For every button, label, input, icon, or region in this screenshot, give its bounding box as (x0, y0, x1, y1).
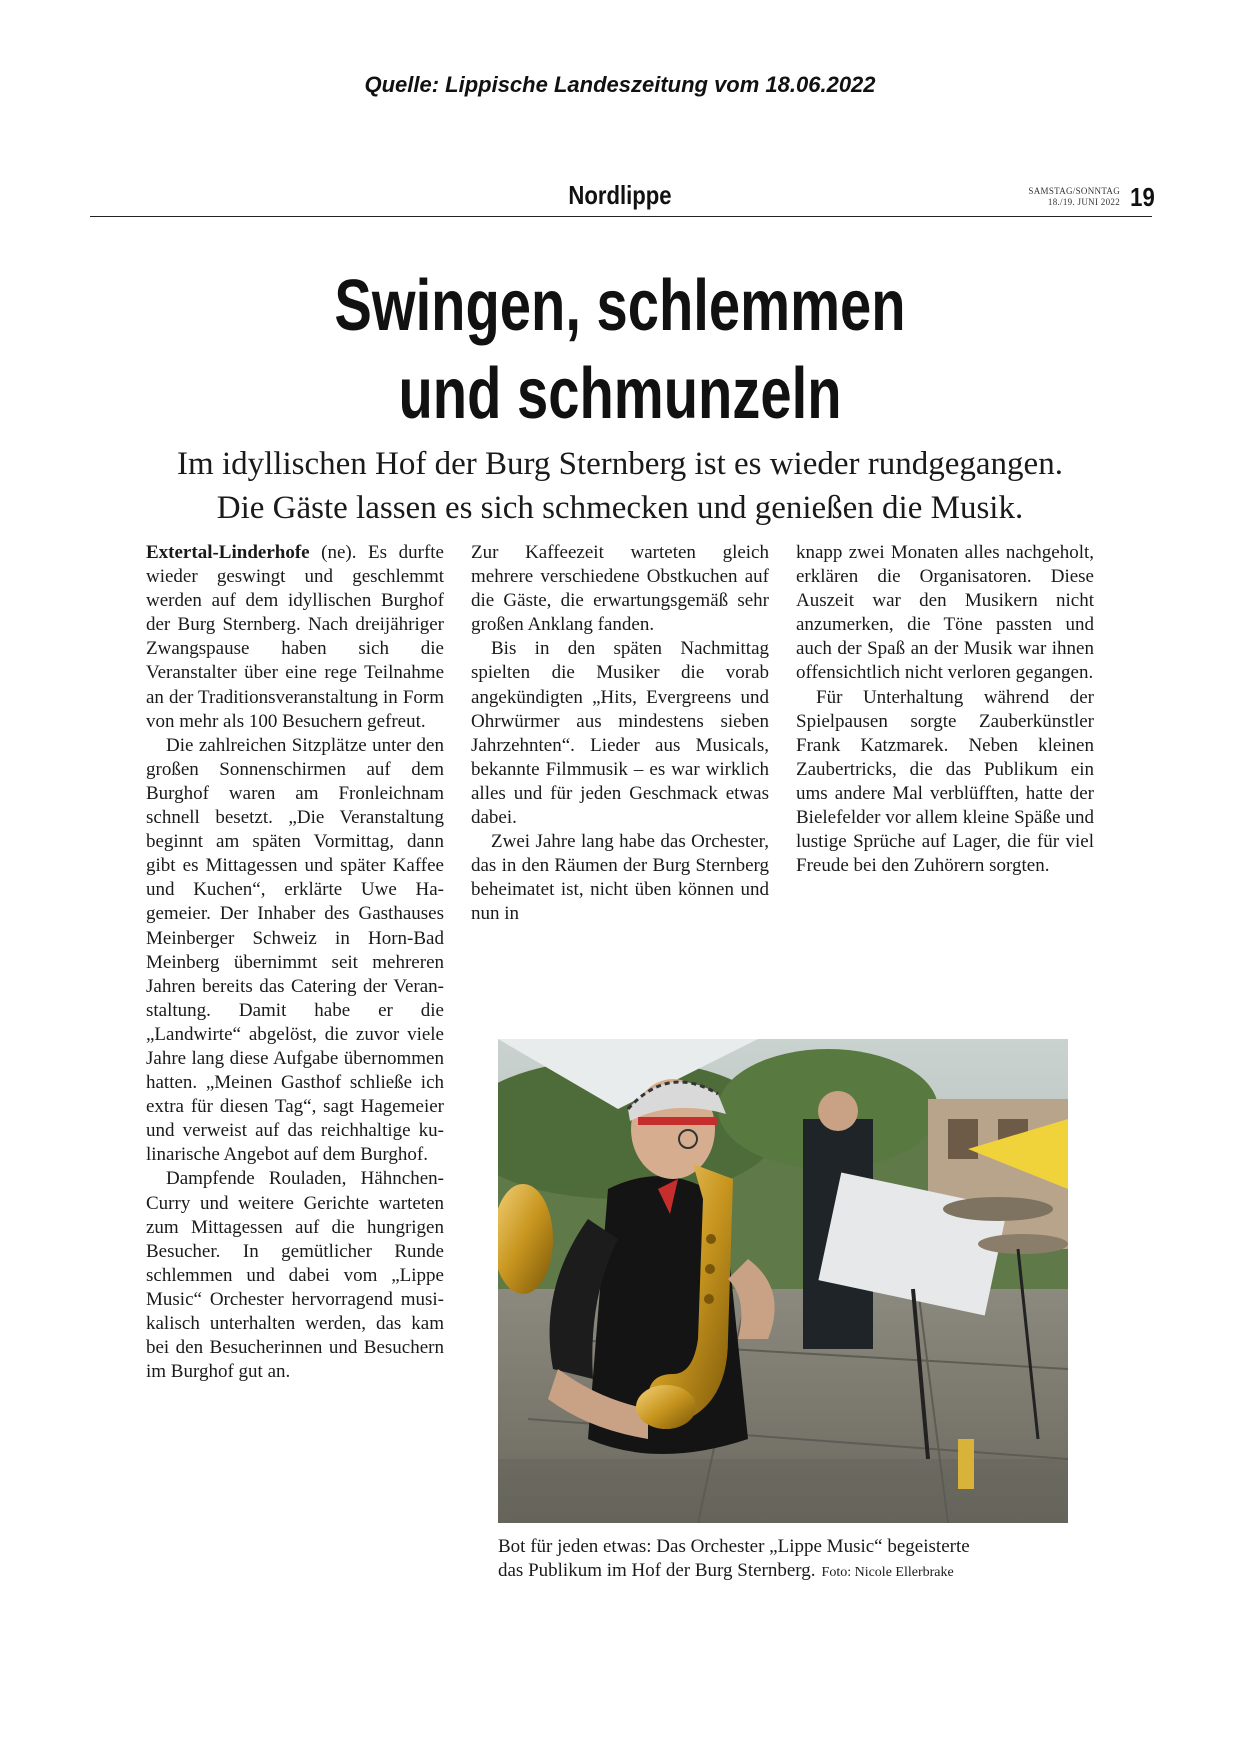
subheadline-line-2: Die Gäste lassen es sich schmecken und genießen die Musik. (216, 490, 1024, 526)
paragraph: Zwei Jahre lang habe das Orchester, das in den Räumen der Burg Sternberg beheimatet ist, nicht üben können und nun in (471, 831, 769, 925)
issue-weekday: SAMSTAG/SONNTAG (1028, 186, 1120, 196)
article-photo (498, 1039, 1068, 1523)
subheadline (0, 442, 1240, 530)
article-column-1 (146, 541, 444, 1581)
paragraph: Dampfende Rouladen, Hähnchen-Curry und weitere Gerichte warteten zum Mittagessen auf die hungrigen Besucher. In gemütlicher Runde schlemmen und dabei vom „Lippe Music“ Orchester hervorragend musikalisch unterhalten werden, das kam bei den Besucherinnen und Besuchern im Burghof gut an. (146, 1168, 444, 1383)
paragraph (146, 541, 444, 734)
caption-line-2 (498, 1559, 1070, 1585)
issue-day: 18./19. JUNI 2022 (1047, 197, 1120, 207)
issue-date (1010, 186, 1120, 208)
article-column-3 (796, 541, 1094, 981)
paragraph: Für Unterhaltung während der Spielpausen sorgte Zauberkünstler Frank Katzmarek. Neben kleinen Zaubertricks, die das Publikum ein ums andere Mal verblüfften, hatte der Bielefelder vor allem kleine Späße und lustige Sprüche auf Lager, die für viel Freude bei den Zuhörern sorgten. (796, 686, 1094, 877)
saxophonist-photo-illustration (498, 1039, 1068, 1523)
paragraph: Bis in den späten Nachmittag spielten die Musiker die vorab angekündigten „Hits, Evergreens und Ohrwürmer aus mindestens sieben Jahrzehnten“. Lieder aus Musicals, bekannte Filmmusik – es war wirklich alles und für jeden Geschmack etwas dabei. (471, 638, 769, 829)
section-title: Nordlippe (568, 180, 672, 210)
caption-line-2-text: das Publikum im Hof der Burg Sternberg. (498, 1560, 816, 1581)
article-column-2 (471, 541, 769, 981)
subheadline-line-1: Im idyllischen Hof der Burg Sternberg ist es wieder rundgegangen. (177, 446, 1063, 482)
headline-line-2: und schmunzeln (398, 354, 842, 434)
caption-line-1: Bot für jeden etwas: Das Orchester „Lippe Music“ begeisterte (498, 1536, 970, 1557)
header-divider (90, 216, 1152, 217)
paragraph: knapp zwei Monaten alles nachgeholt, erklären die Organisatoren. Diese Auszeit war den Musikern nicht anzumerken, die Töne passten und auch der Spaß an der Musik war ihnen offensichtlich nicht verloren gegangen. (796, 542, 1094, 684)
source-note: Quelle: Lippische Landeszeitung vom 18.06.2022 (364, 72, 876, 97)
paragraph: Zur Kaffeezeit warteten gleich mehrere verschiedene Obstkuchen auf die Gäste, die erwartungsgemäß sehr großen Anklang fanden. (471, 542, 769, 636)
photo-caption (498, 1535, 1070, 1585)
headline (136, 262, 1103, 438)
dateline: Extertal-Linderhofe (146, 542, 310, 563)
headline-line-1: Swingen, schlemmen (334, 266, 906, 346)
paragraph-text: (ne). Es durfte wieder geswingt und geschlemmt werden auf dem idyllischen Burghof der Burg Sternberg. Nach dreijähriger Zwangspause haben sich die Veranstalter über eine rege Teilnahme an der Traditionsveranstaltung in Form von mehr als 100 Besuchern gefreut. (146, 542, 444, 732)
page-number: 19 (1130, 182, 1155, 212)
photo-credit: Foto: Nicole Ellerbrake (821, 1565, 954, 1580)
paragraph: Die zahlreichen Sitzplätze unter den großen Sonnenschirmen auf dem Burghof waren am Fronleichnam schnell besetzt. „Die Veranstaltung beginnt am späten Vormittag, dann gibt es Mittagessen und später Kaffee und Kuchen“, erklärte Uwe Hagemeier. Der Inhaber des Gasthauses Meinberger Schweiz in Horn-Bad Meinberg übernimmt seit mehreren Jahren bereits das Catering der Veranstaltung. Damit habe er die „Landwirte“ abgelöst, die zuvor viele Jahre lang diese Aufgabe übernommen hatten. „Meinen Gasthof schließe ich extra für diesen Tag“, sagt Hagemeier und verweist auf das reichhaltige kulinarische Angebot auf dem Burghof. (146, 734, 444, 1166)
